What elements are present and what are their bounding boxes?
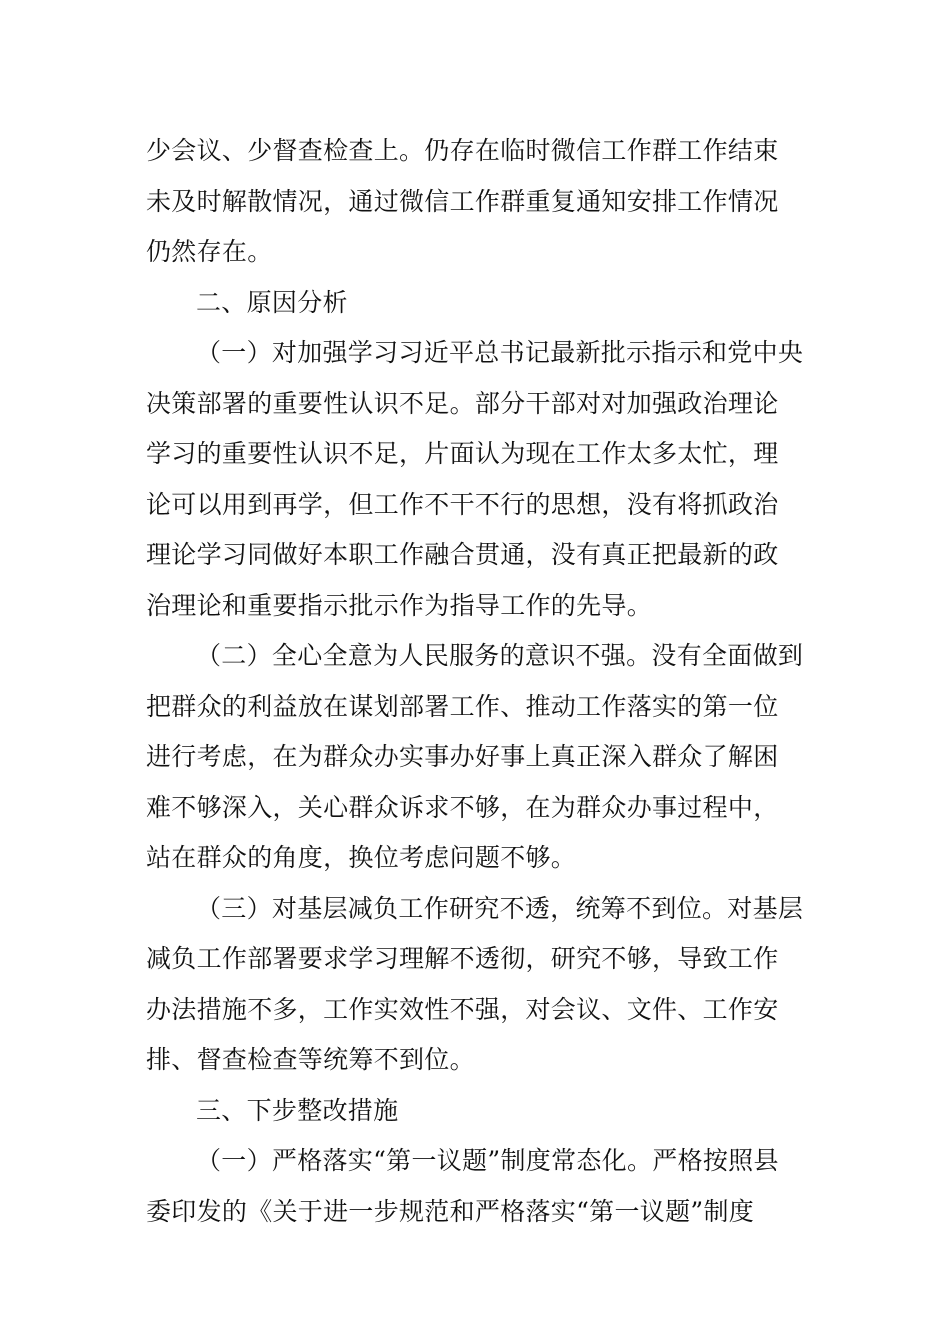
text-line: 学习的重要性认识不足，片面认为现在工作太多太忙，理 [146,439,779,468]
text-line: 未及时解散情况，通过微信工作群重复通知安排工作情况 [146,186,779,216]
subsection-first-line: （二）全心全意为人民服务的意识不强。没有全面做到 [196,641,804,670]
text-line: 办法措施不多，工作实效性不强，对会议、文件、工作安 [146,994,779,1024]
text-line: 少会议、少督查检查上。仍存在临时微信工作群工作结束 [146,136,779,165]
text-line: 把群众的利益放在谋划部署工作、推动工作落实的第一位 [146,691,779,721]
document-body [146,126,808,1237]
text-line: 排、督查检查等统筹不到位。 [146,1045,475,1074]
text-line: 治理论和重要指示批示作为指导工作的先导。 [146,590,653,620]
text-line: 委印发的《关于进一步规范和严格落实“第一议题”制度 [146,1196,755,1226]
text-line: 决策部署的重要性认识不足。部分干部对对加强政治理论 [146,388,779,418]
subsection-first-line: （三）对基层减负工作研究不透，统筹不到位。对基层 [196,893,804,923]
section-heading: 三、下步整改措施 [196,1095,399,1125]
text-line: 进行考虑，在为群众办实事办好事上真正深入群众了解困 [146,742,779,771]
text-line: 论可以用到再学，但工作不干不行的思想，没有将抓政治 [146,489,779,519]
text-line: 难不够深入，关心群众诉求不够，在为群众办事过程中， [146,792,779,822]
text-line: 站在群众的角度，换位考虑问题不够。 [146,843,577,872]
subsection-first-line: （一）严格落实“第一议题”制度常态化。严格按照县 [196,1146,779,1175]
section-heading: 二、原因分析 [196,287,348,317]
subsection-first-line: （一）对加强学习习近平总书记最新批示指示和党中央 [196,338,804,367]
text-line: 减负工作部署要求学习理解不透彻，研究不够，导致工作 [146,944,779,973]
text-line: 仍然存在。 [146,237,273,266]
text-line: 理论学习同做好本职工作融合贯通，没有真正把最新的政 [146,540,779,569]
